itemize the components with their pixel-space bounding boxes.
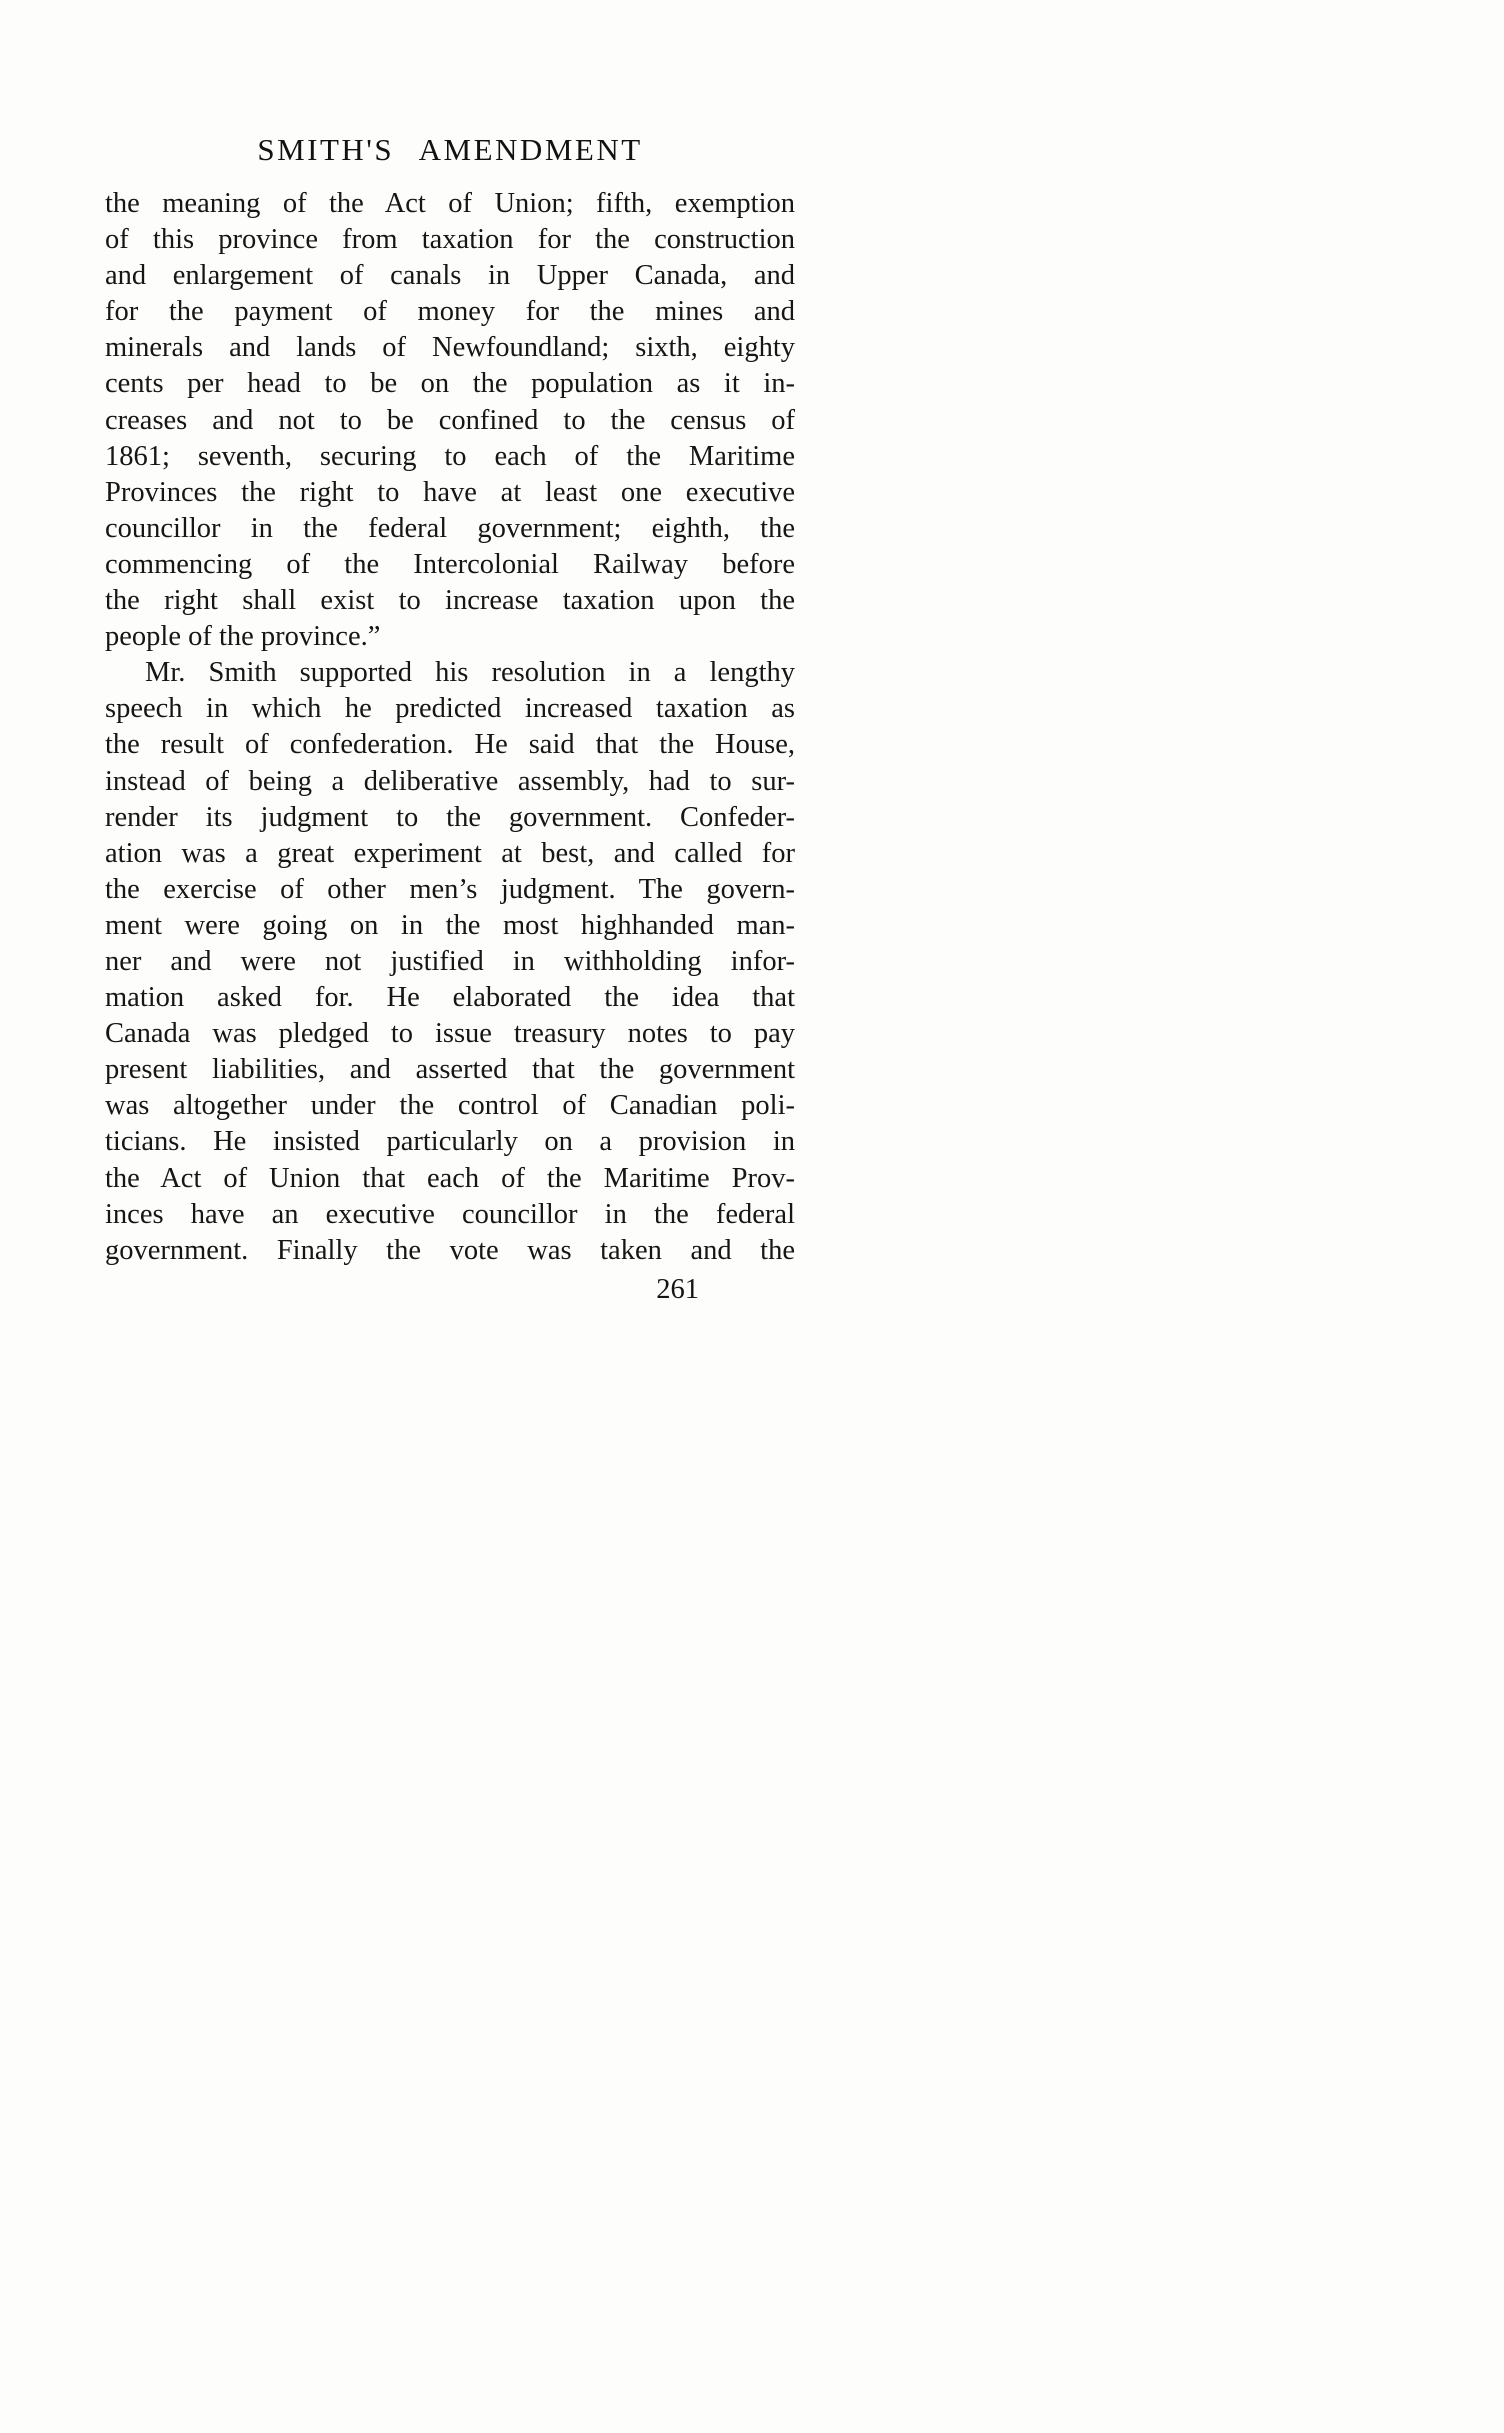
text-line: Mr. Smith supported his resolution in a lengthy (145, 657, 795, 689)
text-line: for the payment of money for the mines and (105, 296, 795, 328)
text-line: the right shall exist to increase taxation upon the (105, 585, 795, 617)
text-line: ticians. He insisted particularly on a provision in (105, 1126, 795, 1158)
text-line: render its judgment to the government. Confeder- (105, 801, 795, 833)
text-line: ner and were not justified in withholding infor- (105, 945, 795, 977)
text-line: Provinces the right to have at least one executive (105, 476, 795, 508)
text-line: was altogether under the control of Canadian poli- (105, 1090, 795, 1122)
text-line: government. Finally the vote was taken and the (105, 1234, 795, 1266)
body-text (105, 186, 795, 1269)
text-line: the Act of Union that each of the Maritime Prov- (105, 1162, 795, 1194)
text-line: 1861; seventh, securing to each of the Maritime (105, 440, 795, 472)
text-line: of this province from taxation for the construction (105, 224, 795, 256)
text-line: creases and not to be confined to the census of (105, 404, 795, 436)
text-line: councillor in the federal government; eighth, the (105, 512, 795, 544)
text-line: commencing of the Intercolonial Railway before (105, 548, 795, 580)
text-line: the meaning of the Act of Union; fifth, exemption (105, 188, 795, 219)
text-line: the result of confederation. He said that the House, (105, 729, 795, 761)
text-line: minerals and lands of Newfoundland; sixth, eighty (105, 332, 795, 364)
page-number: 261 (656, 1274, 699, 1305)
text-line: ation was a great experiment at best, and called for (105, 837, 795, 869)
text-line: speech in which he predicted increased taxation as (105, 693, 795, 725)
text-line: and enlargement of canals in Upper Canada, and (105, 260, 795, 292)
text-line: cents per head to be on the population as it in- (105, 368, 795, 400)
page-title: SMITH'S AMENDMENT (257, 132, 643, 167)
text-line: Canada was pledged to issue treasury notes to pay (105, 1018, 795, 1050)
text-line: mation asked for. He elaborated the idea that (105, 982, 795, 1014)
text-line: the exercise of other men’s judgment. The govern- (105, 873, 795, 905)
text-line: instead of being a deliberative assembly, had to sur- (105, 765, 795, 797)
text-line: ment were going on in the most highhanded man- (105, 909, 795, 941)
text-line: people of the province.” (105, 621, 381, 653)
text-line: inces have an executive councillor in the federal (105, 1198, 795, 1230)
text-line: present liabilities, and asserted that the government (105, 1054, 795, 1086)
